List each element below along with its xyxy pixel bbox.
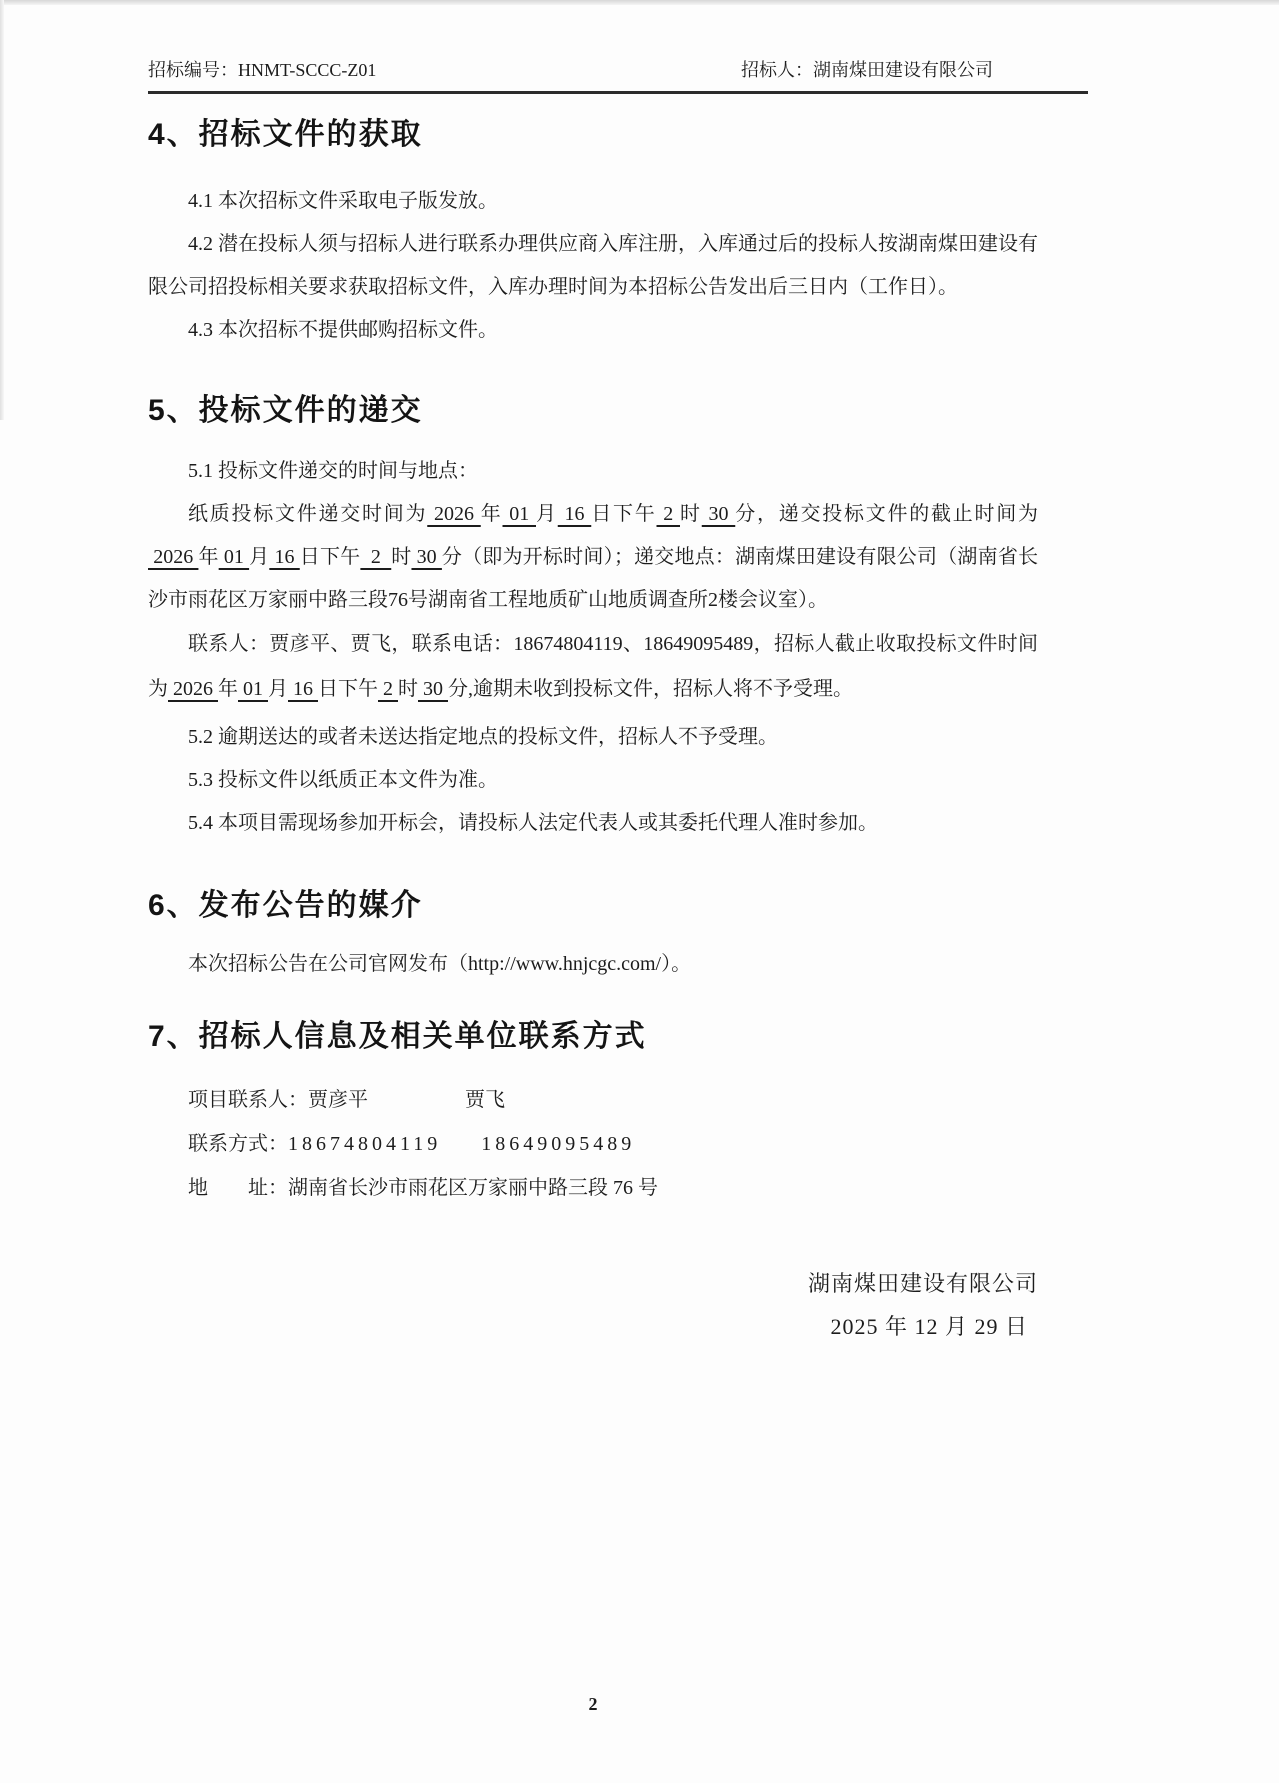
filled-blank: 2026 bbox=[168, 678, 218, 700]
address-row bbox=[148, 1166, 1038, 1210]
page-header bbox=[148, 0, 1088, 94]
text-segment: 年 bbox=[218, 678, 238, 700]
project-contact-row bbox=[148, 1078, 1038, 1122]
clause-5-4: 5.4 本项目需现场参加开标会，请投标人法定代表人或其委托代理人准时参加。 bbox=[188, 812, 878, 834]
phone-number-2: 18649095489 bbox=[481, 1133, 636, 1155]
tenderer-name: 招标人：湖南煤田建设有限公司 bbox=[741, 60, 993, 80]
text-segment: 日下午 bbox=[318, 678, 378, 700]
text-segment: 联系人：贾彦平、贾飞，联系电话：18674804119、18649095489，招标人截止收取投标文件时间为 bbox=[148, 633, 1038, 700]
text-segment: 分,逾期未收到投标文件，招标人将不予受理。 bbox=[448, 678, 853, 700]
contact-name-1: 贾彦平 bbox=[308, 1089, 368, 1111]
signature-date: 2025 年 12 月 29 日 bbox=[830, 1314, 1028, 1339]
text-segment: 月 bbox=[536, 503, 558, 525]
filled-blank: 16 bbox=[557, 503, 592, 525]
text-segment: 分，递交投标文件的截止时间为 bbox=[735, 503, 1038, 525]
clause-4-1: 4.1 本次招标文件采取电子版发放。 bbox=[188, 190, 498, 212]
filled-blank: 16 bbox=[269, 546, 300, 568]
clause-5-1: 5.1 投标文件递交的时间与地点： bbox=[188, 460, 478, 482]
announcement-media-text: 本次招标公告在公司官网发布（http://www.hnjcgc.com/）。 bbox=[188, 953, 692, 975]
text-segment: 日下午 bbox=[591, 503, 657, 525]
filled-blank: 2026 bbox=[427, 503, 481, 525]
text-segment: 时 bbox=[398, 678, 418, 700]
tenderer-contact-info bbox=[148, 1078, 1088, 1210]
clause-5-2: 5.2 逾期送达的或者未送达指定地点的投标文件，招标人不予受理。 bbox=[188, 726, 778, 748]
tender-number: 招标编号：HNMT-SCCC-Z01 bbox=[148, 60, 377, 80]
address-value: 湖南省长沙市雨花区万家丽中路三段 76 号 bbox=[288, 1177, 658, 1199]
clause-4-3: 4.3 本次招标不提供邮购招标文件。 bbox=[188, 319, 498, 341]
text-segment: 时 bbox=[391, 546, 412, 568]
page-number: 2 bbox=[588, 1694, 598, 1714]
project-contact-label: 项目联系人： bbox=[188, 1089, 308, 1111]
filled-blank: 01 bbox=[238, 678, 268, 700]
filled-blank: 2 bbox=[360, 546, 392, 568]
filled-blank: 2 bbox=[378, 678, 398, 700]
clause-5-3: 5.3 投标文件以纸质正本文件为准。 bbox=[188, 769, 498, 791]
filled-blank: 30 bbox=[701, 503, 736, 525]
text-segment: 月 bbox=[268, 678, 288, 700]
text-segment: 纸质投标文件递交时间为 bbox=[188, 503, 428, 525]
contact-name-2: 贾飞 bbox=[465, 1089, 505, 1111]
filled-blank: 2026 bbox=[148, 546, 199, 568]
signature-company: 湖南煤田建设有限公司 bbox=[807, 1271, 1038, 1296]
phone-row bbox=[148, 1122, 1038, 1166]
section-6-title: 6、发布公告的媒介 bbox=[148, 889, 423, 922]
text-segment: 分（即为开标时间）；递交地点：湖南煤田建设有限公司（湖南省长沙市雨花区万家丽中路三段76号湖南省工程地质矿山地质调查所2楼会议室）。 bbox=[148, 546, 1039, 611]
signature-block bbox=[148, 1262, 1038, 1348]
filled-blank: 01 bbox=[218, 546, 250, 568]
clause-5-1-contact-paragraph bbox=[148, 622, 1038, 712]
filled-blank: 01 bbox=[502, 503, 536, 525]
page-content bbox=[148, 0, 1088, 1348]
section-5-title: 5、投标文件的递交 bbox=[148, 394, 423, 427]
filled-blank: 16 bbox=[288, 678, 318, 700]
clause-4-2: 4.2 潜在投标人须与招标人进行联系办理供应商入库注册，入库通过后的投标人按湖南煤田建设有限公司招投标相关要求获取招标文件，入库办理时间为本招标公告发出后三日内（工作日）。 bbox=[148, 233, 1038, 298]
text-segment: 年 bbox=[198, 546, 219, 568]
filled-blank: 2 bbox=[656, 503, 680, 525]
section-7-title: 7、招标人信息及相关单位联系方式 bbox=[148, 1020, 647, 1053]
text-segment: 时 bbox=[680, 503, 702, 525]
scan-edge-left bbox=[0, 0, 4, 420]
filled-blank: 30 bbox=[411, 546, 442, 568]
address-label: 地 址： bbox=[188, 1177, 288, 1199]
clause-5-1-time-paragraph bbox=[148, 493, 1038, 622]
phone-number-1: 18674804119 bbox=[288, 1133, 442, 1155]
text-segment: 日下午 bbox=[299, 546, 361, 568]
section-4-title: 4、招标文件的获取 bbox=[148, 118, 423, 151]
text-segment: 月 bbox=[249, 546, 270, 568]
phone-label: 联系方式： bbox=[188, 1133, 288, 1155]
filled-blank: 30 bbox=[418, 678, 448, 700]
text-segment: 年 bbox=[480, 503, 503, 525]
